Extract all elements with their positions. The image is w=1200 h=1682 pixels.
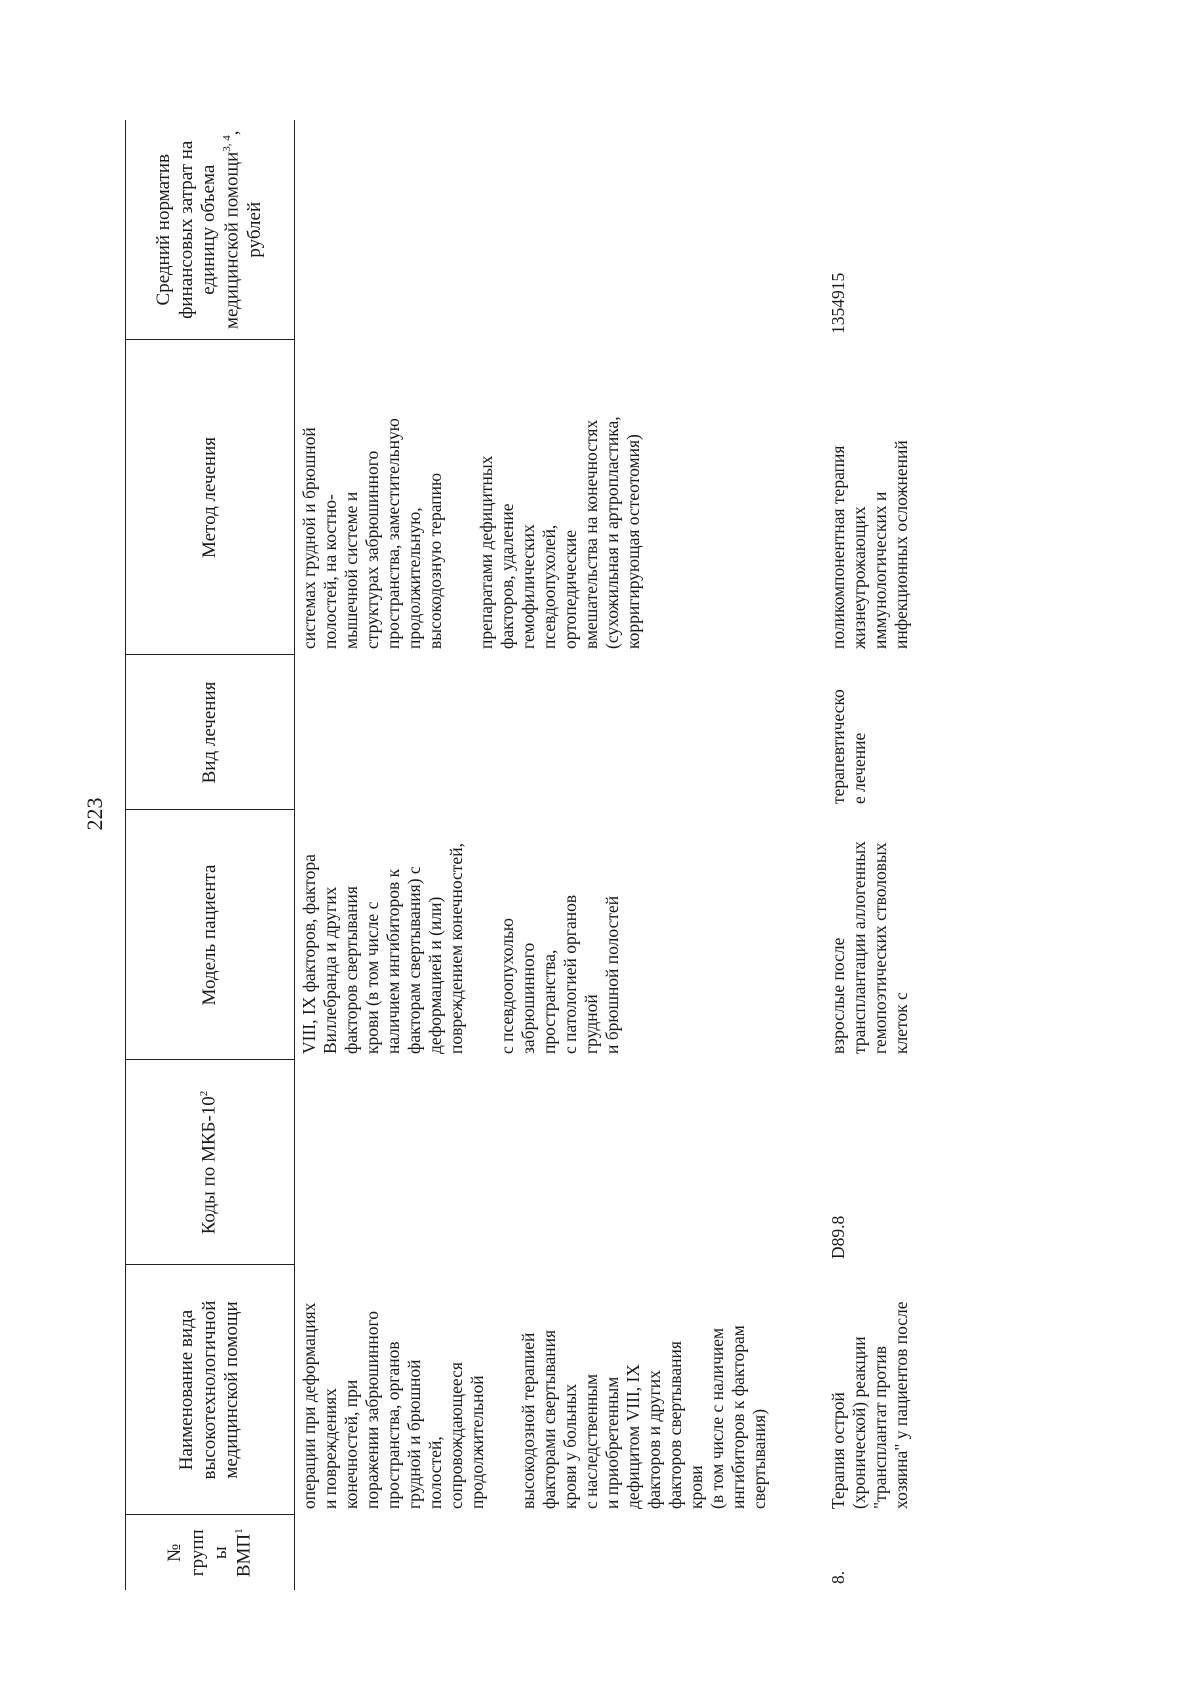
name-text-part-b: высокодозной терапией факторами свертывания крови у больных с наследственным и приобретенным дефицитом VIII, IX факторов и других факторов свертывания крови (в том числе с наличием ингибиторов к факторам свертывания)	[518, 1325, 769, 1509]
cell-treatment-type: терапевтическо е лечение	[828, 689, 869, 804]
vmp-table	[125, 120, 912, 1590]
table-row	[295, 120, 771, 1590]
row-spacer	[770, 120, 824, 1590]
cell-codes	[295, 1060, 771, 1265]
header-group-no: № групп ы ВМП$^1$	[126, 1515, 295, 1590]
cell-model	[295, 810, 771, 1060]
cell-model: взрослые после трансплантации аллогенных гемопоэтических стволовых клеток с	[828, 841, 911, 1054]
header-codes: Коды по МКБ-$10^2$	[126, 1060, 295, 1265]
name-text-part-a: операции при деформациях и повреждениях конечностей, при поражении забрюшинного пространства, органов грудной и брюшной полостей, сопровождающееся продолжительной	[299, 1302, 487, 1509]
table-row	[824, 120, 912, 1590]
header-treatment-type: Вид лечения	[126, 655, 295, 810]
rotated-table-container	[125, 120, 1165, 1590]
header-method: Метод лечения	[126, 340, 295, 655]
model-text-part-a: VIII, IX факторов, фактора Виллебранда и других факторов свертывания крови (в том числе с наличием ингибиторов к факторам свертывания) с деформацией и (или) повреждением конечностей,	[299, 843, 466, 1054]
header-model: Модель пациента	[126, 810, 295, 1060]
method-text-part-a: системах грудной и брюшной полостей, на костно- мышечной системе и структурах забрюшинного пространства, заместительную продолжительную, высокодозную терапию	[299, 418, 445, 649]
header-row	[126, 120, 295, 1590]
cell-treatment-type	[295, 655, 771, 810]
cell-name: Терапия острой (хронической) реакции "трансплантат против хозяина" у пациентов после	[828, 1301, 911, 1509]
cell-cost	[295, 120, 771, 340]
cell-cost: 1354915	[828, 272, 848, 334]
model-text-part-b: с псевдоопухолью забрюшинного пространства, с патологией органов грудной и брюшной полостей	[497, 894, 622, 1054]
cell-codes: D89.8	[828, 1215, 848, 1259]
header-name: Наименование вида высокотехнологичной медицинской помощи	[126, 1265, 295, 1515]
cell-method	[295, 340, 771, 655]
cell-group-no	[295, 1515, 771, 1590]
header-cost: Средний норматив финансовых затрат на единицу объема медицинской помощи$^{3, 4}$, рублей	[126, 120, 295, 340]
cell-method: поликомпонентная терапия жизнеугрожающих иммунологических и инфекционных осложнений	[828, 440, 911, 649]
cell-group-no: 8.	[828, 1570, 848, 1584]
cell-name	[295, 1265, 771, 1515]
method-text-part-b: препаратами дефицитных факторов, удаление гемофилических псевдоопухолей, ортопедические вмешательства на конечностях (сухожильная и артропластика, корригирующая остеотомия)	[476, 416, 643, 649]
page-number: 223	[82, 797, 107, 831]
